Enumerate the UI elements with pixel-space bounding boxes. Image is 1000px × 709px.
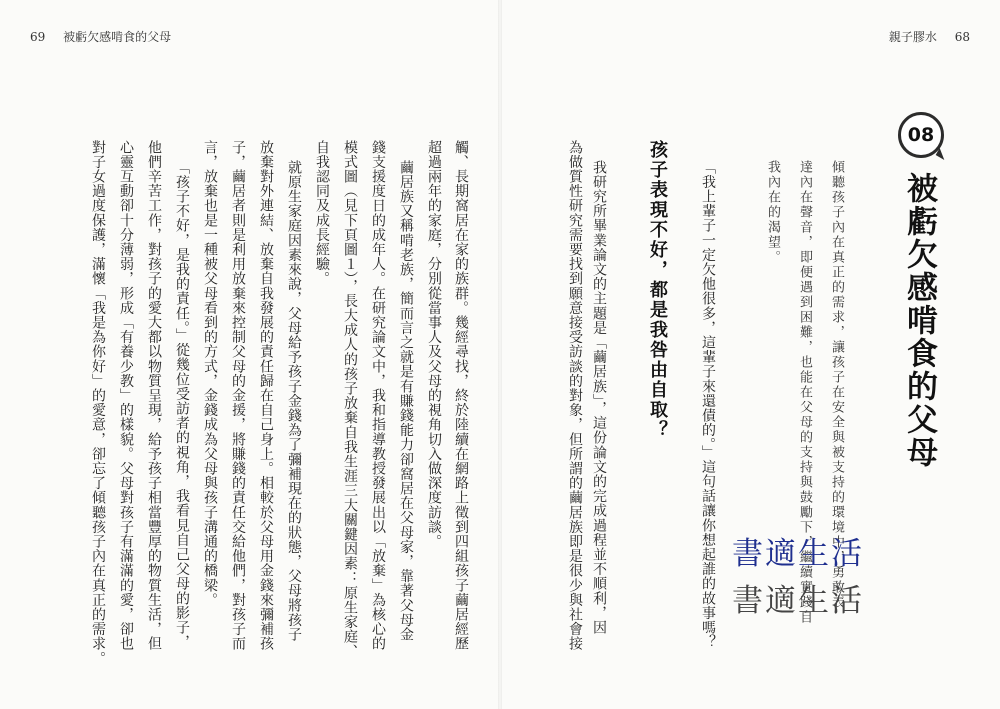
watermark-secondary: 書適生活 (732, 583, 864, 619)
left-running-title: 被虧欠感啃食的父母 (63, 30, 172, 44)
page-gutter (498, 0, 502, 709)
quote-line: 「我上輩子一定欠他很多，這輩子來還債的。」這句話讓你想起誰的故事嗎？ (700, 160, 716, 650)
section-subheading: 孩子表現不好，都是我咎由自取？ (647, 140, 668, 440)
paragraph-line: 心靈互動卻十分薄弱，形成「有養少教」的樣貌。父母對孩子有滿滿的愛，卻也 (118, 140, 134, 651)
paragraph-line: 言，放棄也是一種被父母看到的方式，金錢成為父母與孩子溝通的橋梁。 (202, 140, 218, 608)
intro-line-3: 我內在的渴望。 (765, 160, 780, 265)
left-page-number: 69 (30, 30, 46, 44)
right-page-header (889, 28, 970, 45)
paragraph-line: 觸、長期窩居在家的族群。幾經尋找，終於陸續在網路上徵到四組孩子繭居經歷 (453, 140, 469, 651)
right-page-number: 68 (954, 30, 970, 44)
paragraph-line: 子，繭居者則是利用放棄來控制父母的金援，將賺錢的責任交給他們，對孩子而 (230, 140, 246, 651)
chapter-number: 08 (907, 124, 935, 146)
watermark-primary: 書適生活 (732, 536, 864, 572)
paragraph-line: 我研究所畢業論文的主題是「繭居族」，這份論文的完成過程並不順利，因 (591, 160, 607, 635)
paragraph-line: 繭居族又稱啃老族，簡而言之就是有賺錢能力卻窩居在父母家，靠著父母金 (398, 160, 414, 642)
paragraph-line: 「孩子不好，是我的責任。」從幾位受訪者的視角，我看見自己父母的影子， (174, 160, 190, 650)
chapter-number-badge (898, 112, 944, 158)
paragraph-line: 他們辛苦工作，對孩子的愛大都以物質呈現，給予孩子相當豐厚的物質生活，但 (146, 140, 162, 651)
paragraph-line: 錢支援度日的成年人。在研究論文中，我和指導教授發展出以「放棄」為核心的 (370, 140, 386, 651)
paragraph-line: 為做質性研究需要找到願意接受訪談的對象，但所謂的繭居族即是很少與社會接 (567, 140, 583, 651)
intro-line-2: 達內在聲音，即便遇到困難，也能在父母的支持與鼓勵下，繼續實踐自 (797, 160, 812, 625)
speech-bubble-tail (936, 148, 949, 160)
right-running-title: 親子膠水 (888, 30, 937, 44)
paragraph-line: 超過兩年的家庭，分別從當事人及父母的視角切入做深度訪談。 (426, 140, 442, 549)
paragraph-line: 對子女過度保護，滿懷「我是為你好」的愛意，卻忘了傾聽孩子內在真正的需求。 (90, 140, 106, 666)
left-page-header (30, 28, 171, 45)
paragraph-line: 自我認同及成長經驗。 (314, 140, 330, 286)
chapter-title: 被虧欠感啃食的父母 (901, 172, 937, 469)
paragraph-line: 放棄對外連結、放棄自我發展的責任歸在自己身上。相較於父母用金錢來彌補孩 (258, 140, 274, 651)
paragraph-line: 就原生家庭因素來說，父母給予孩子金錢為了彌補現在的狀態，父母將孩子 (286, 160, 302, 642)
intro-line-1: 傾聽孩子內在真正的需求，讓孩子在安全與被支持的環境中，勇敢表 (829, 160, 844, 610)
paragraph-line: 模式圖（見下頁圖１），長大成人的孩子放棄自我生涯三大關鍵因素：原生家庭、 (342, 140, 358, 659)
